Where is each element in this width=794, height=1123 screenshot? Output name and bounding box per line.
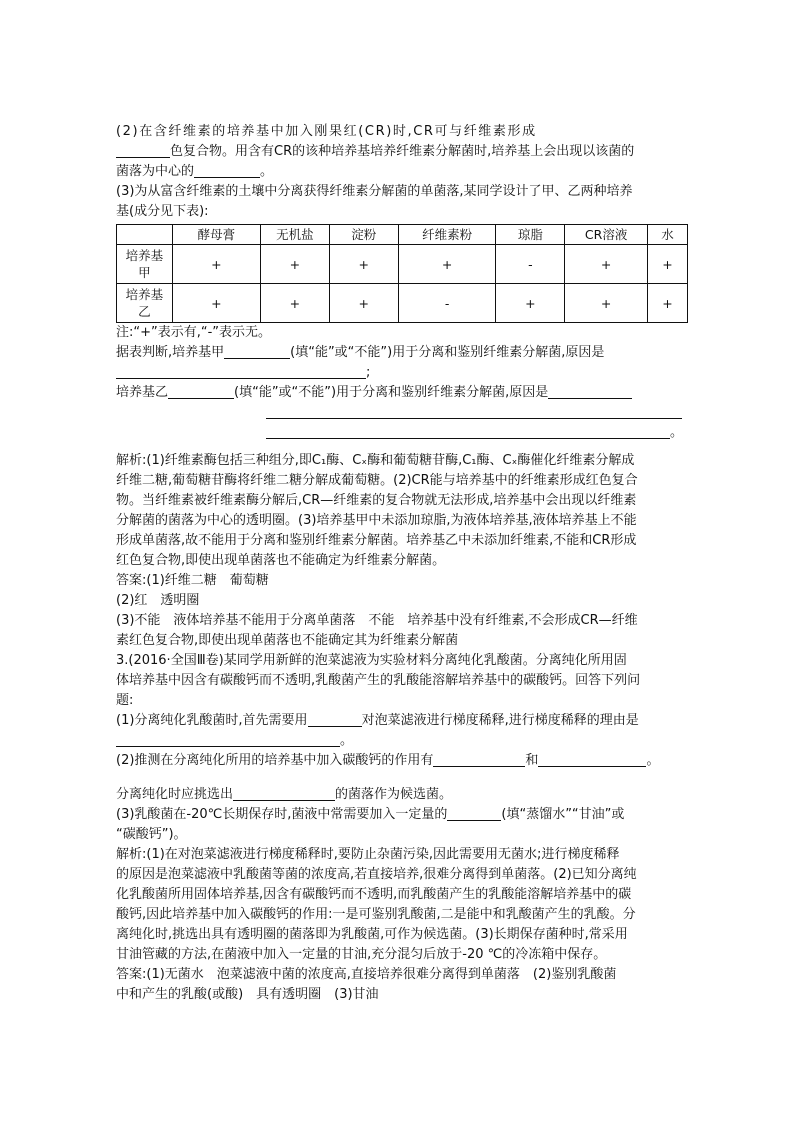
analysis1-line: 物。当纤维素被纤维素酶分解后,CR—纤维素的复合物就无法形成,培养基中会出现以纤维素 xyxy=(116,493,637,508)
table-note: 注:“+”表示有,“-”表示无。 xyxy=(116,325,272,340)
answer-blank[interactable] xyxy=(266,424,670,439)
table-header-cell xyxy=(117,225,173,245)
table-cell: + xyxy=(647,245,687,284)
table-cell: + xyxy=(329,284,398,323)
judge-jia-reason-line: ; xyxy=(116,363,686,383)
judge-yi-reason-line2: 。 xyxy=(266,423,686,443)
q3-sub1-reason-line: 。 xyxy=(116,731,686,751)
table-cell: + xyxy=(565,284,648,323)
table-header-cell: 纤维素粉 xyxy=(398,225,496,245)
q3-line1: (3)为从富含纤维素的土壤中分离获得纤维素分解菌的单菌落,某同学设计了甲、乙两种培养 xyxy=(116,184,633,199)
judge-jia-line: 据表判断,培养基甲 (填“能”或“不能”)用于分离和鉴别纤维素分解菌,原因是 xyxy=(116,345,605,360)
media-table xyxy=(116,224,688,323)
document-page xyxy=(116,122,686,1005)
answer-blank[interactable] xyxy=(548,384,632,399)
analysis3-line: 解析:(1)在对泡菜滤液进行梯度稀释时,要防止杂菌污染,因此需要用无菌水;进行梯度稀释 xyxy=(116,847,620,862)
analysis1-line: 形成单菌落,故不能用于分离和鉴别纤维素分解菌。培养基乙中未添加纤维素,不能和CR形成 xyxy=(116,533,637,548)
answer1-line: (2)红 透明圈 xyxy=(116,593,200,608)
q2-line2: 色复合物。用含有CR的该种培养基培养纤维素分解菌时,培养基上会出现以该菌的 xyxy=(116,142,686,162)
answer3-line: 答案:(1)无菌水 泡菜滤液中菌的浓度高,直接培养很难分离得到单菌落 (2)鉴别乳酸菌 xyxy=(116,967,617,982)
table-header-cell: 琼脂 xyxy=(496,225,565,245)
answer-blank[interactable] xyxy=(116,732,340,747)
answer-blank[interactable] xyxy=(224,344,290,359)
q2-line3: 菌落为中心的 。 xyxy=(116,164,274,179)
answer-blank[interactable] xyxy=(266,404,682,419)
analysis1-line: 解析:(1)纤维素酶包括三种组分,即C₁酶、Cₓ酶和葡萄糖苷酶,C₁酶、Cₓ酶催化纤维素分解成 xyxy=(116,453,635,468)
table-cell: + xyxy=(647,284,687,323)
analysis3-line: 酸钙,因此培养基中加入碳酸钙的作用:一是可鉴别乳酸菌,二是能中和乳酸菌产生的乳酸。分 xyxy=(116,907,636,922)
question3-line: 题: xyxy=(116,693,134,708)
answer-blank[interactable] xyxy=(308,712,362,727)
answer1-line: 答案:(1)纤维二糖 葡萄糖 xyxy=(116,573,269,588)
answer-blank[interactable] xyxy=(447,806,501,821)
q3-line2: 基(成分见下表): xyxy=(116,204,209,219)
answer-blank[interactable] xyxy=(116,364,366,379)
table-cell: + xyxy=(172,284,260,323)
table-header-cell: 酵母膏 xyxy=(172,225,260,245)
analysis1-line: 红色复合物,即使出现单菌落也不能确定为纤维素分解菌。 xyxy=(116,553,446,568)
table-cell: + xyxy=(260,245,329,284)
answer1-line: (3)不能 液体培养基不能用于分离单菌落 不能 培养基中没有纤维素,不会形成CR—纤维 xyxy=(116,613,638,628)
q3-sub2b-line: 分离纯化时应挑选出 的菌落作为候选菌。 xyxy=(116,787,453,802)
table-row-label: 培养基甲 xyxy=(117,245,173,284)
question3-line: 3.(2016·全国Ⅲ卷)某同学用新鲜的泡菜滤液为实验材料分离纯化乳酸菌。分离纯化所用固 xyxy=(116,653,627,668)
q3-sub2-line: (2)推测在分离纯化所用的培养基中加入碳酸钙的作用有 和 。 xyxy=(116,753,660,768)
q2-line1: (2)在含纤维素的培养基中加入刚果红(CR)时,CR可与纤维素形成 xyxy=(116,124,537,139)
analysis3-line: 离纯化时,挑选出具有透明圈的菌落即为乳酸菌,可作为候选菌。(3)长期保存菌种时,常采用 xyxy=(116,927,628,942)
table-cell: + xyxy=(496,284,565,323)
question3-line: 体培养基中因含有碳酸钙而不透明,乳酸菌产生的乳酸能溶解培养基中的碳酸钙。回答下列问 xyxy=(116,673,641,688)
table-cell: + xyxy=(398,245,496,284)
answer-blank[interactable] xyxy=(194,163,260,178)
answer-blank[interactable] xyxy=(168,384,234,399)
table-header-row xyxy=(117,225,688,245)
answer3-line: 中和产生的乳酸(或酸) 具有透明圈 (3)甘油 xyxy=(116,987,379,1002)
q3-sub1-line: (1)分离纯化乳酸菌时,首先需要用 对泡菜滤液进行梯度稀释,进行梯度稀释的理由是 xyxy=(116,713,639,728)
table-header-cell: 水 xyxy=(647,225,687,245)
table-cell: - xyxy=(398,284,496,323)
table-row-label: 培养基乙 xyxy=(117,284,173,323)
answer-blank[interactable] xyxy=(433,752,525,767)
answer-blank[interactable] xyxy=(538,752,646,767)
table-cell: - xyxy=(496,245,565,284)
analysis3-line: 化乳酸菌所用固体培养基,因含有碳酸钙而不透明,而乳酸菌产生的乳酸能溶解培养基中的碳 xyxy=(116,887,632,902)
table-row xyxy=(117,245,688,284)
answer-blank[interactable] xyxy=(233,786,335,801)
answer1-line: 素红色复合物,即使出现单菌落也不能确定其为纤维素分解菌 xyxy=(116,633,459,648)
analysis1-line: 纤维二糖,葡萄糖苷酶将纤维二糖分解成葡萄糖。(2)CR能与培养基中的纤维素形成红色复合 xyxy=(116,473,638,488)
analysis3-line: 的原因是泡菜滤液中乳酸菌等菌的浓度高,若直接培养,很难分离得到单菌落。(2)已知分离纯 xyxy=(116,867,637,882)
table-header-cell: 淀粉 xyxy=(329,225,398,245)
table-cell: + xyxy=(172,245,260,284)
q3-sub3-end: “碳酸钙”)。 xyxy=(116,827,187,842)
q3-sub3-line: (3)乳酸菌在-20℃长期保存时,菌液中常需要加入一定量的 (填“蒸馏水”“甘油”或 xyxy=(116,807,625,822)
table-cell: + xyxy=(565,245,648,284)
analysis3-line: 甘油管藏的方法,在菌液中加入一定量的甘油,充分混匀后放于-20 ℃的冷冻箱中保存。 xyxy=(116,947,607,962)
judge-yi-line: 培养基乙 (填“能”或“不能”)用于分离和鉴别纤维素分解菌,原因是 xyxy=(116,383,686,403)
table-header-cell: 无机盐 xyxy=(260,225,329,245)
table-cell: + xyxy=(329,245,398,284)
table-header-cell: CR溶液 xyxy=(565,225,648,245)
table-cell: + xyxy=(260,284,329,323)
judge-yi-reason-line1 xyxy=(266,403,686,423)
answer-blank[interactable] xyxy=(116,143,170,158)
analysis1-line: 分解菌的菌落为中心的透明圈。(3)培养基甲中未添加琼脂,为液体培养基,液体培养基上不能 xyxy=(116,513,637,528)
table-row xyxy=(117,284,688,323)
